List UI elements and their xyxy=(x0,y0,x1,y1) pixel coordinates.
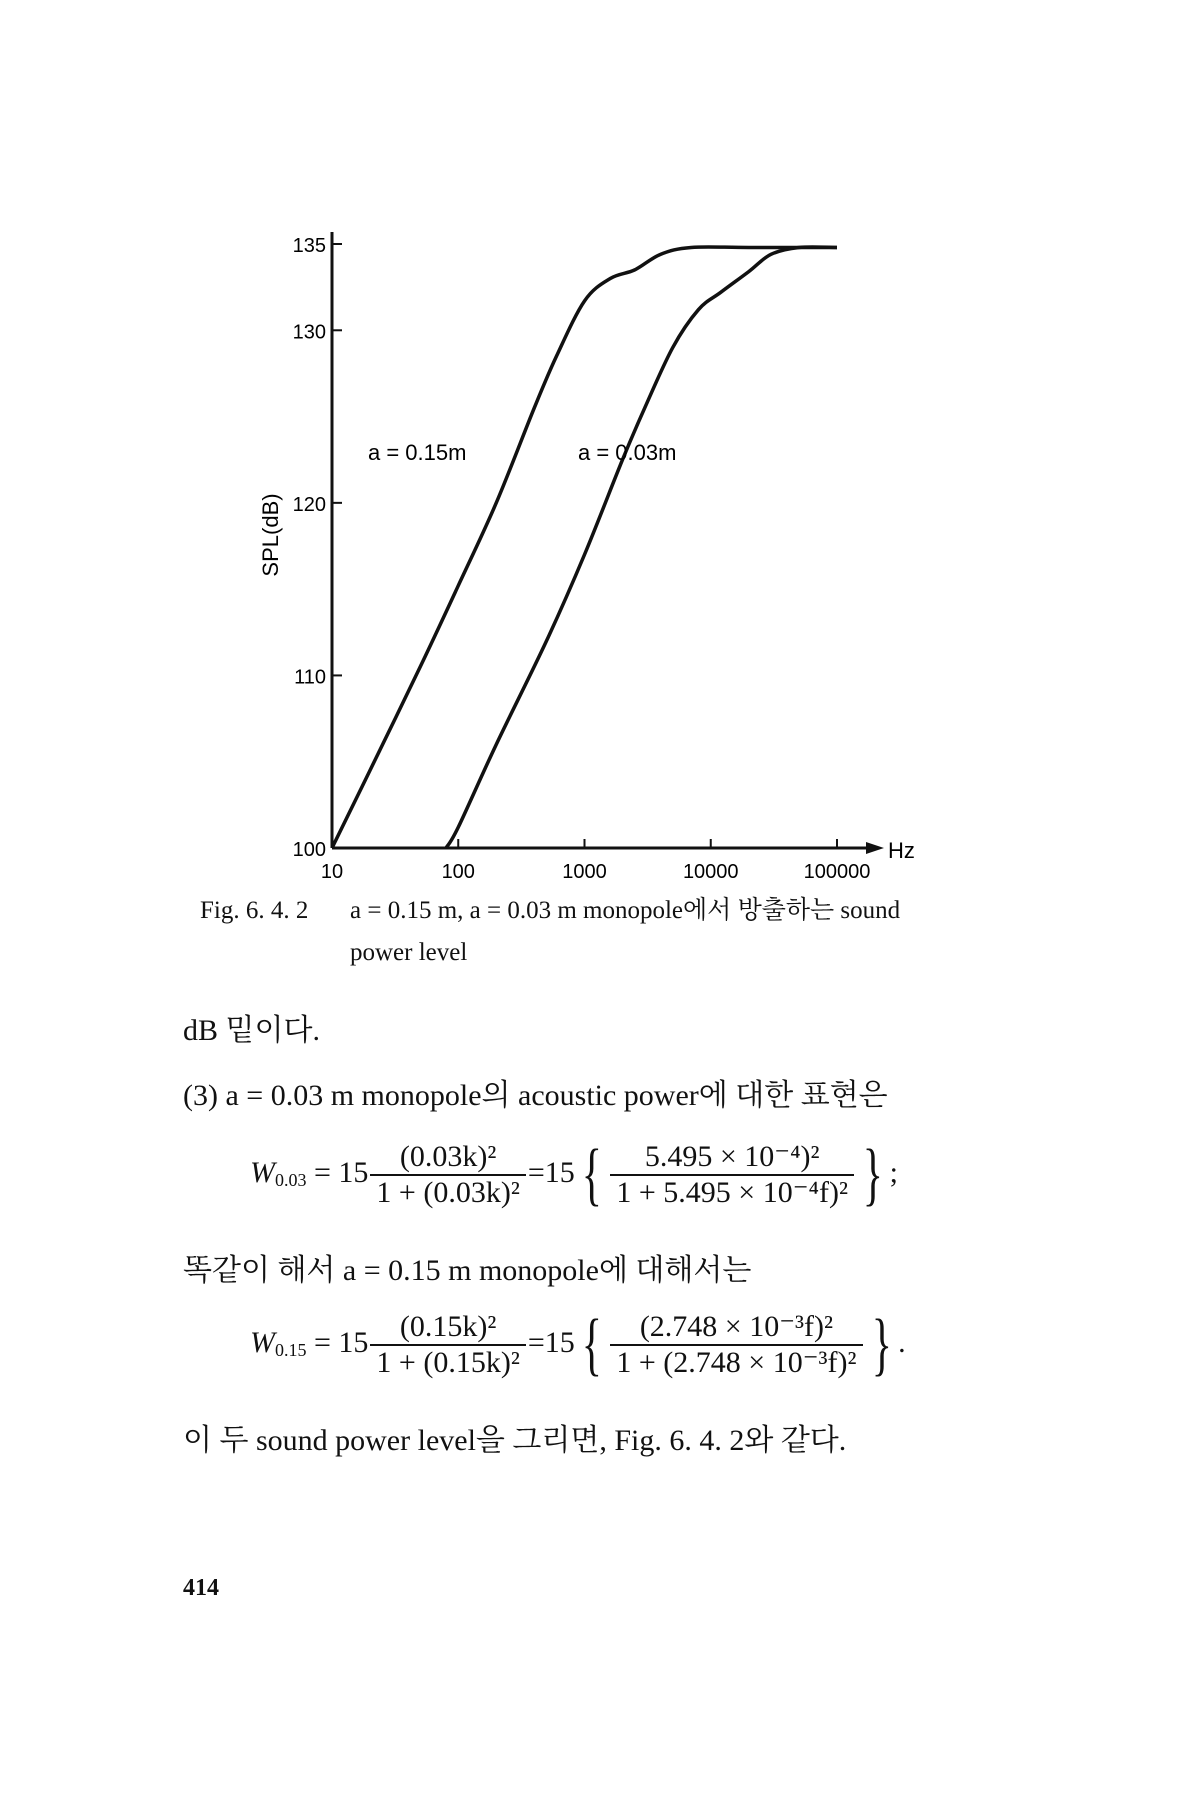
y-axis-label: SPL(dB) xyxy=(258,493,283,577)
eq2-right-brace: } xyxy=(871,1306,892,1383)
eq2-tail: . xyxy=(898,1325,906,1359)
y-tick-label: 135 xyxy=(292,235,326,257)
x-tick-label: 100000 xyxy=(803,861,871,883)
equation-w003 xyxy=(0,1136,1200,1213)
eq1-den2: 1 + 5.495 × 10⁻⁴f)² xyxy=(610,1174,854,1210)
annotation-a015: a = 0.15m xyxy=(368,440,467,465)
x-tick-label: 100 xyxy=(441,861,475,883)
annotation-a003: a = 0.03m xyxy=(578,440,677,465)
eq1-num1: (0.03k)² xyxy=(399,1140,497,1173)
eq2-left-brace: { xyxy=(581,1306,602,1383)
eq1-tail: ; xyxy=(889,1155,898,1189)
chart-axes xyxy=(332,232,884,854)
eq1-lhs-sub: 0.03 xyxy=(275,1169,307,1190)
figure-caption xyxy=(200,890,900,974)
body-line-3: 똑같이 해서 a = 0.15 m monopole에 대해서는 xyxy=(183,1254,752,1287)
eq1-lhs: W xyxy=(250,1155,275,1189)
series-line-a015 xyxy=(332,247,837,848)
caption-text: a = 0.15 m, a = 0.03 m monopole에서 방출하는 sound xyxy=(350,897,901,924)
eq2-den2: 1 + (2.748 × 10⁻³f)² xyxy=(610,1344,862,1380)
eq1-fraction-2 xyxy=(610,1140,854,1210)
caption-text-2: power level xyxy=(350,939,468,966)
eq1-num2: 5.495 × 10⁻⁴)² xyxy=(644,1140,820,1173)
eq1-coef1: = 15 xyxy=(314,1155,369,1189)
eq2-lhs: W xyxy=(250,1325,275,1359)
eq2-fraction-1 xyxy=(370,1310,525,1380)
figure-number: Fig. 6. 4. 2 xyxy=(200,897,309,924)
eq2-coef1: = 15 xyxy=(314,1325,369,1359)
eq2-den1: 1 + (0.15k)² xyxy=(370,1344,525,1380)
eq2-coef2: =15 xyxy=(527,1325,575,1359)
x-tick-label: 10000 xyxy=(682,861,739,883)
eq1-left-brace: { xyxy=(581,1136,602,1213)
eq1-right-brace: } xyxy=(862,1136,883,1213)
series-line-a003 xyxy=(446,247,837,848)
body-line-1: dB 밑이다. xyxy=(183,1014,320,1047)
x-axis-arrow xyxy=(866,842,884,854)
y-tick-label: 100 xyxy=(292,839,326,861)
eq2-num2: (2.748 × 10⁻³f)² xyxy=(639,1310,834,1343)
body-line-4: 이 두 sound power level을 그리면, Fig. 6. 4. 2와 같다. xyxy=(183,1424,847,1457)
x-tick-label: 1000 xyxy=(562,861,607,883)
eq2-fraction-2 xyxy=(610,1310,862,1380)
equation-w015 xyxy=(0,1306,1200,1383)
page-number: 414 xyxy=(183,1575,219,1601)
y-tick-label: 110 xyxy=(294,666,326,689)
eq1-fraction-1 xyxy=(370,1140,525,1210)
y-tick-label: 120 xyxy=(292,493,326,516)
eq2-lhs-sub: 0.15 xyxy=(275,1339,307,1360)
chart-series xyxy=(332,247,837,848)
eq1-den1: 1 + (0.03k)² xyxy=(370,1174,525,1210)
body-line-2: (3) a = 0.03 m monopole의 acoustic power에 대한 표현은 xyxy=(183,1079,888,1112)
x-tick-label: 10 xyxy=(320,861,344,883)
y-tick-label: 130 xyxy=(292,321,326,344)
eq1-coef2: =15 xyxy=(527,1155,575,1189)
x-axis-unit: Hz xyxy=(888,838,915,863)
eq2-num1: (0.15k)² xyxy=(399,1310,497,1343)
